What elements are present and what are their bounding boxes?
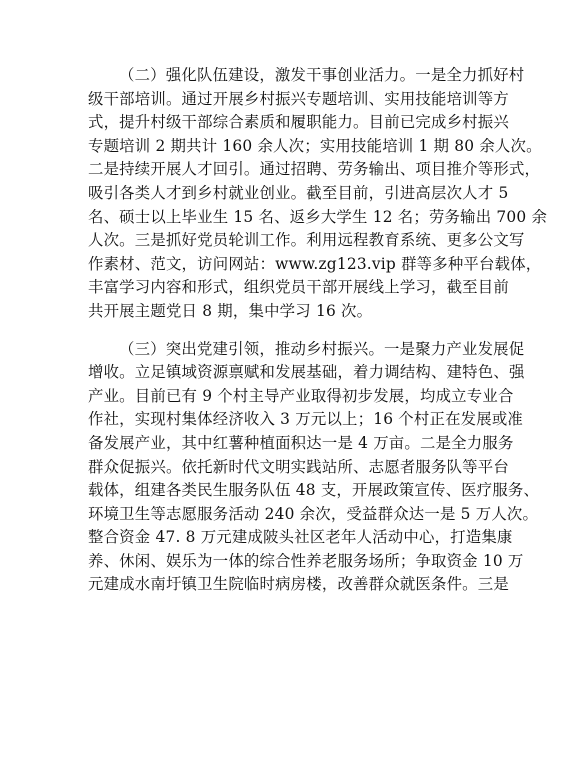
text-line: 名、硕士以上毕业生 15 名、返乡大学生 12 名；劳务输出 700 余: [88, 207, 548, 226]
paragraph-section-2: [88, 64, 548, 324]
text-line: 丰富学习内容和形式，组织党员干部开展线上学习，截至目前: [88, 278, 509, 297]
text-line: （二）强化队伍建设，激发干事创业活力。一是全力抓好村: [119, 66, 525, 84]
text-line: 养、休闲、娱乐为一体的综合性养老服务场所；争取资金 10 万: [88, 551, 524, 570]
paragraph-section-3: [88, 338, 540, 598]
text-line: 增收。立足镇域资源禀赋和发展基础，着力调结构、建特色、强: [88, 363, 525, 382]
text-line: 二是持续开展人才回引。通过招聘、劳务输出、项目推介等形式，: [88, 160, 541, 179]
text-line: 环境卫生等志愿服务活动 240 余次，受益群众达一是 5 万人次。: [88, 504, 539, 523]
text-line: 产业。目前已有 9 个村主导产业取得初步发展，均成立专业合: [88, 386, 514, 405]
text-line: 级干部培训。通过开展乡村振兴专题培训、实用技能培训等方: [88, 89, 509, 108]
text-line: 作社，实现村集体经济收入 3 万元以上；16 个村正在发展或准: [88, 410, 524, 429]
text-line: 共开展主题党日 8 期，集中学习 16 次。: [88, 301, 373, 320]
text-line: 吸引各类人才到乡村就业创业。截至目前，引进高层次人才 5: [88, 183, 509, 202]
text-line: 式，提升村级干部综合素质和履职能力。目前已完成乡村振兴: [88, 113, 509, 132]
document-body: [88, 64, 548, 597]
text-line: 备发展产业，其中红薯种植面积达一是 4 万亩。二是全力服务: [88, 433, 514, 452]
text-line: 专题培训 2 期共计 160 余人次；实用技能培训 1 期 80 余人次。: [88, 136, 542, 155]
text-line: 人次。三是抓好党员轮训工作。利用远程教育系统、更多公文写: [88, 231, 525, 250]
text-line: 整合资金 47. 8 万元建成陂头社区老年人活动中心，打造集康: [88, 528, 513, 547]
text-line: （三）突出党建引领，推动乡村振兴。一是聚力产业发展促: [119, 339, 525, 358]
paragraph-gap: [88, 324, 508, 338]
text-line: 载体，组建各类民生服务队伍 48 支，开展政策宣传、医疗服务、: [88, 481, 540, 500]
text-line: 群众促振兴。依托新时代文明实践站所、志愿者服务队等平台: [88, 457, 509, 476]
text-line: 作素材、范文，访问网站：www.zg123.vip 群等多种平台载体，: [88, 254, 542, 273]
text-line: 元建成水南圩镇卫生院临时病房楼，改善群众就医条件。三是: [88, 575, 509, 594]
